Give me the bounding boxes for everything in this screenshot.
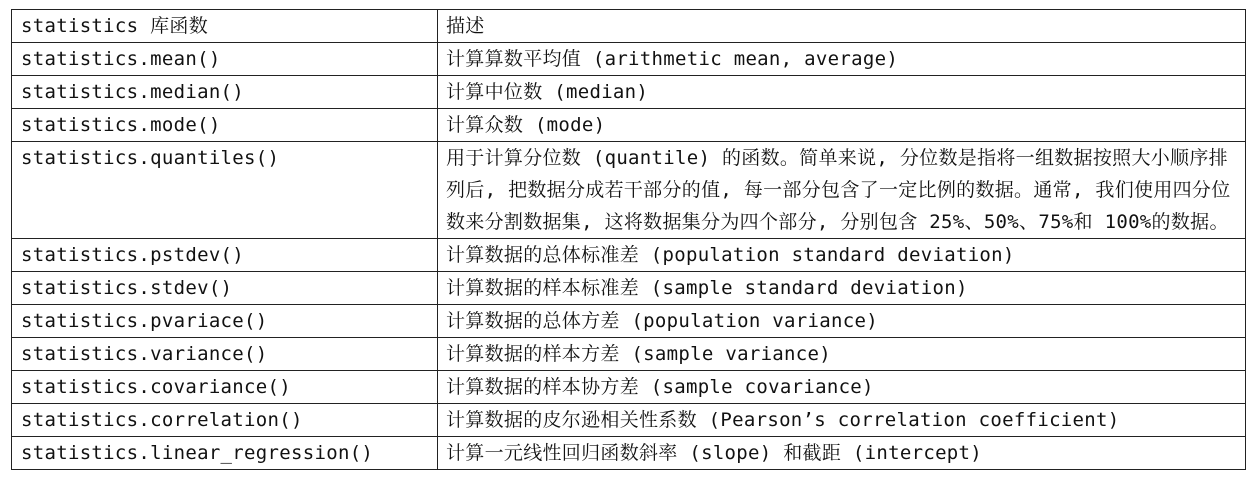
function-name-cell: statistics.pvariace() <box>12 305 438 338</box>
table-row <box>12 404 1246 437</box>
function-name-cell: statistics.variance() <box>12 338 438 371</box>
function-name-cell: statistics.stdev() <box>12 272 438 305</box>
description-cell: 计算数据的皮尔逊相关性系数 (Pearson’s correlation coefficient) <box>438 404 1246 437</box>
statistics-functions-table <box>11 9 1246 470</box>
statistics-functions-table-wrapper <box>11 9 1245 470</box>
description-cell: 用于计算分位数 (quantile) 的函数。简单来说, 分位数是指将一组数据按照大小顺序排列后, 把数据分成若干部分的值, 每一部分包含了一定比例的数据。通常, 我们使用四分位数来分割数据集, 这将数据集分为四个部分, 分别包含 25%、50%、75%和 100%的数据。 <box>438 142 1246 239</box>
table-row <box>12 371 1246 404</box>
description-cell: 计算一元线性回归函数斜率 (slope) 和截距 (intercept) <box>438 437 1246 470</box>
description-cell: 计算算数平均值 (arithmetic mean, average) <box>438 43 1246 76</box>
table-row <box>12 239 1246 272</box>
description-cell: 计算数据的样本标准差 (sample standard deviation) <box>438 272 1246 305</box>
function-name-cell: statistics.pstdev() <box>12 239 438 272</box>
function-name-cell: statistics.mean() <box>12 43 438 76</box>
header-function-cell: statistics 库函数 <box>12 10 438 43</box>
function-name-cell: statistics.correlation() <box>12 404 438 437</box>
function-name-cell: statistics.median() <box>12 76 438 109</box>
table-row <box>12 272 1246 305</box>
description-cell: 计算众数 (mode) <box>438 109 1246 142</box>
function-name-cell: statistics.quantiles() <box>12 142 438 239</box>
description-cell: 计算数据的总体方差 (population variance) <box>438 305 1246 338</box>
header-description-cell: 描述 <box>438 10 1246 43</box>
table-row <box>12 142 1246 239</box>
description-cell: 计算数据的总体标准差 (population standard deviation) <box>438 239 1246 272</box>
description-cell: 计算数据的样本协方差 (sample covariance) <box>438 371 1246 404</box>
description-cell: 计算中位数 (median) <box>438 76 1246 109</box>
table-row <box>12 437 1246 470</box>
table-row <box>12 43 1246 76</box>
description-cell: 计算数据的样本方差 (sample variance) <box>438 338 1246 371</box>
function-name-cell: statistics.linear_regression() <box>12 437 438 470</box>
table-row <box>12 305 1246 338</box>
table-header-row <box>12 10 1246 43</box>
table-row <box>12 109 1246 142</box>
table-row <box>12 76 1246 109</box>
function-name-cell: statistics.covariance() <box>12 371 438 404</box>
table-row <box>12 338 1246 371</box>
function-name-cell: statistics.mode() <box>12 109 438 142</box>
